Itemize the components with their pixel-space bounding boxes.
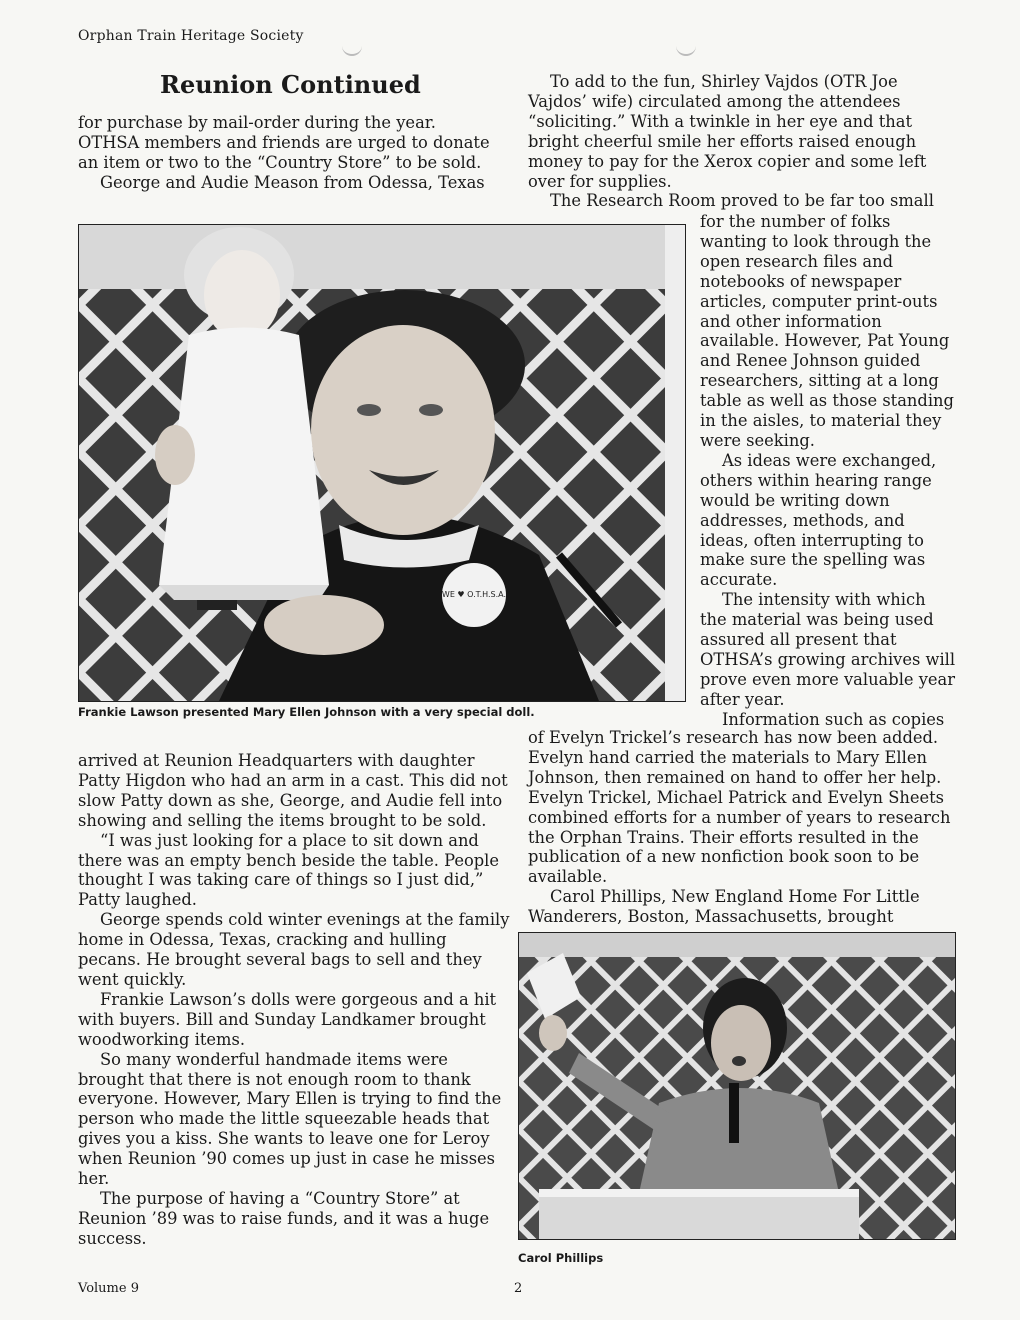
photo-woman-with-doll [78, 224, 686, 702]
right-column-narrow [700, 212, 956, 730]
paragraph: To add to the fun, Shirley Vajdos (OTR Joe Vajdos’ wife) circulated among the attendees “soliciting.” With a twinkle in her eye and that bright cheerful smile her efforts raised enough money to pay for the Xerox copier and some left over for supplies. [528, 72, 927, 191]
right-column-wide [528, 728, 956, 927]
paragraph: Frankie Lawson’s dolls were gorgeous and a hit with buyers. Bill and Sunday Landkamer brought woodworking items. [78, 989, 497, 1049]
left-column-top [78, 113, 514, 193]
article-title: Reunion Continued [160, 70, 421, 99]
paragraph: arrived at Reunion Headquarters with daughter Patty Higdon who had an arm in a cast. This did not slow Patty down as she, George, and Audie fell into showing and selling the items brought to be sold. [78, 751, 508, 830]
paragraph: George spends cold winter evenings at the family home in Odessa, Texas, cracking and hulling pecans. He brought several bags to sell and they went quickly. [78, 910, 510, 989]
footer-page-number: 2 [514, 1281, 523, 1296]
paragraph: The purpose of having a “Country Store” at Reunion ’89 was to raise funds, and it was a huge success. [78, 1188, 490, 1248]
photo2-illustration [519, 933, 955, 1239]
paragraph: Carol Phillips, New England Home For Little Wanderers, Boston, Massachusetts, brought [528, 887, 920, 927]
paragraph: The intensity with which the material was being used assured all present that OTHSA’s growing archives will prove even more valuable year after year. [700, 590, 956, 709]
punch-hole-mark [676, 44, 696, 56]
paragraph: So many wonderful handmade items were brought that there is not enough room to thank everyone. However, Mary Ellen is trying to find the person who made the little squeezable heads that gives you a kiss. She wants to leave one for Leroy when Reunion ’90 comes up just in case he misses her. [78, 1049, 502, 1189]
punch-hole-mark [342, 44, 362, 56]
photo2-caption: Carol Phillips [518, 1251, 604, 1265]
paragraph: The Research Room proved to be far too small [550, 191, 934, 211]
right-column-top [528, 72, 956, 211]
paragraph: for the number of folks wanting to look through the open research files and notebooks of newspaper articles, computer print-outs and other information available. However, Pat Young and Renee Johnson guided researchers, sitting at a long table as well as those standing in the aisles, to material they were seeking. [700, 212, 954, 450]
paragraph: for purchase by mail-order during the year. [78, 113, 436, 132]
photo1-caption: Frankie Lawson presented Mary Ellen Johnson with a very special doll. [78, 705, 535, 719]
photo1-illustration [79, 225, 685, 701]
header-org-name: Orphan Train Heritage Society [78, 28, 304, 44]
paragraph: As ideas were exchanged, others within hearing range would be writing down addresses, methods, and ideas, often interrupting to make sure the spelling was accurate. [700, 450, 937, 590]
paragraph: George and Audie Meason from Odessa, Texas [100, 172, 485, 192]
badge-text: WE ♥ O.T.H.S.A. [441, 590, 507, 599]
left-column-bottom [78, 751, 514, 1249]
paragraph: of Evelyn Trickel’s research has now been added. Evelyn hand carried the materials to Mary Ellen Johnson, then remained on hand to offer her help. Evelyn Trickel, Michael Patrick and Evelyn Sheets combined efforts for a number of years to research the Orphan Trains. Their efforts resulted in the publication of a new nonfiction book soon to be available. [528, 728, 951, 887]
paragraph: Information such as copies [722, 709, 945, 729]
paragraph: “I was just looking for a place to sit down and there was an empty bench beside the table. People thought I was taking care of things so I just did,” Patty laughed. [78, 830, 500, 910]
footer-volume: Volume 9 [78, 1281, 139, 1296]
paragraph: OTHSA members and friends are urged to donate an item or two to the “Country Store” to be sold. [78, 132, 490, 172]
photo-carol-phillips [518, 932, 956, 1240]
